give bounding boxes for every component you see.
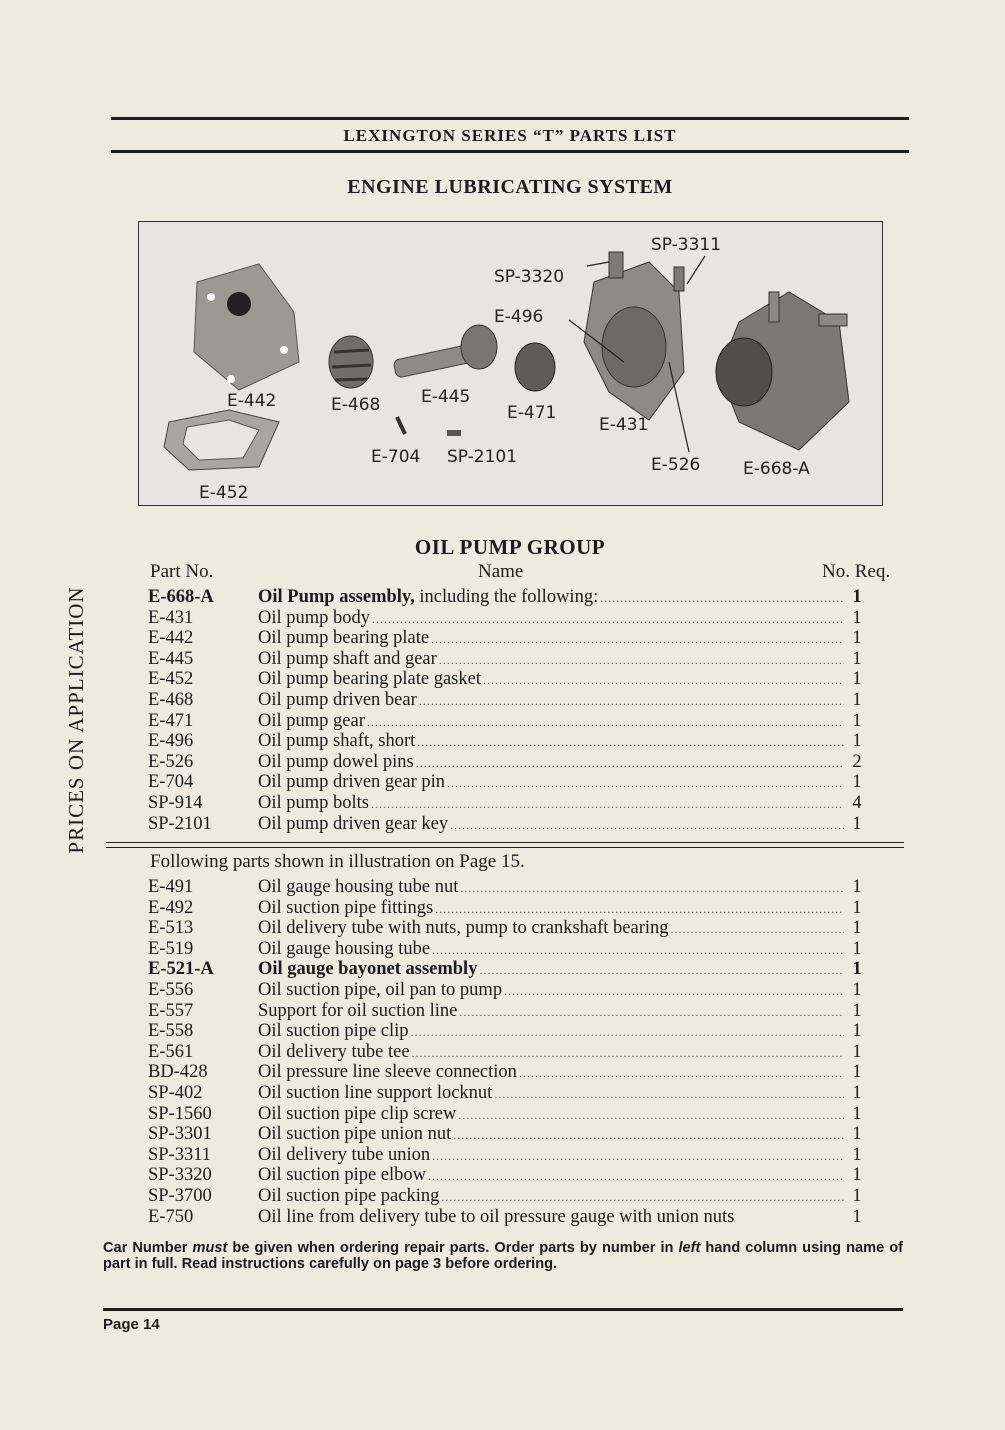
part-number: E-519: [148, 938, 194, 959]
part-name: Oil suction line support locknut .....: [258, 1083, 844, 1105]
part-number: E-431: [148, 607, 194, 628]
part-row: [148, 918, 864, 939]
quantity-required: 1: [852, 607, 862, 628]
quantity-required: 1: [852, 1000, 862, 1021]
group-title: OIL PUMP GROUP: [414, 535, 606, 559]
part-number: SP-3311: [148, 1144, 212, 1165]
page-number: Page 14: [103, 1316, 160, 1333]
quantity-required: 1: [852, 648, 862, 669]
part-row: [148, 690, 864, 711]
part-row: [148, 980, 864, 1001]
part-row: [148, 959, 864, 980]
quantity-required: 1: [852, 938, 862, 959]
part-name: Oil delivery tube union .....: [258, 1145, 844, 1167]
parts-illustration: [138, 221, 883, 506]
running-header: LEXINGTON SERIES “T” PARTS LIST: [343, 126, 677, 145]
part-number: SP-1560: [148, 1103, 212, 1124]
part-name: Oil pump gear .....: [258, 711, 844, 733]
col-head-name: Name: [478, 561, 524, 582]
other-parts-list: [148, 877, 864, 1227]
illus-label-sp-3311: SP-3311: [651, 235, 722, 255]
part-row: [148, 608, 864, 629]
part-name: Oil gauge bayonet assembly .....: [258, 959, 844, 981]
quantity-required: 1: [852, 710, 862, 731]
illus-label-sp-3320: SP-3320: [494, 267, 565, 287]
part-number: E-558: [148, 1021, 194, 1042]
part-name: Oil pump body .....: [258, 608, 844, 630]
quantity-required: 1: [852, 1185, 862, 1206]
part-number: E-526: [148, 751, 194, 772]
quantity-required: 1: [852, 1144, 862, 1165]
part-number: SP-402: [148, 1082, 203, 1103]
part-number: E-521-A: [148, 959, 214, 980]
side-label: PRICES ON APPLICATION: [64, 586, 88, 854]
quantity-required: 1: [852, 877, 862, 897]
part-number: E-468: [148, 689, 194, 710]
part-number: E-496: [148, 731, 194, 752]
divider-2: [106, 847, 904, 848]
part-name: Support for oil suction line .....: [258, 1001, 844, 1023]
part-name: Oil delivery tube with nuts, pump to crankshaft bearing .....: [258, 918, 844, 940]
part-name: Oil suction pipe packing .....: [258, 1186, 844, 1208]
part-row: [148, 649, 864, 670]
quantity-required: 1: [852, 628, 862, 649]
quantity-required: 1: [852, 669, 862, 690]
part-row: [148, 772, 864, 793]
part-row: [148, 1207, 864, 1228]
part-row: [148, 1083, 864, 1104]
part-name: Oil Pump assembly, including the following: .....: [258, 587, 844, 609]
part-name: Oil pump bearing plate .....: [258, 628, 844, 650]
part-number: BD-428: [148, 1062, 208, 1083]
part-row: [148, 731, 864, 752]
part-number: E-491: [148, 877, 194, 897]
part-row: [148, 752, 864, 773]
divider-1: [106, 842, 904, 843]
header-rule-top: [111, 117, 909, 120]
part-row: [148, 1124, 864, 1145]
part-row: [148, 1186, 864, 1207]
part-number: E-445: [148, 648, 194, 669]
quantity-required: 1: [852, 1124, 862, 1145]
part-number: SP-3320: [148, 1165, 212, 1186]
illus-label-e-496: E-496: [494, 307, 544, 327]
part-name: Oil pump driven gear pin .....: [258, 772, 844, 794]
quantity-required: 1: [852, 1206, 862, 1227]
quantity-required: 1: [852, 979, 862, 1000]
illus-label-e-431: E-431: [599, 415, 649, 435]
part-row: [148, 898, 864, 919]
illus-label-e-704: E-704: [371, 447, 421, 467]
quantity-required: 1: [852, 587, 862, 607]
part-number: E-750: [148, 1206, 194, 1227]
part-name: Oil suction pipe, oil pan to pump .....: [258, 980, 844, 1002]
part-number: SP-3700: [148, 1185, 212, 1206]
quantity-required: 1: [852, 918, 862, 939]
quantity-required: 1: [852, 772, 862, 793]
illus-label-e-668-a: E-668-A: [743, 459, 810, 479]
part-name: Oil gauge housing tube nut .....: [258, 877, 844, 899]
illus-label-e-452: E-452: [199, 483, 249, 503]
part-name: Oil pump bolts .....: [258, 793, 844, 815]
part-number: SP-914: [148, 792, 203, 813]
part-row: [148, 587, 864, 608]
quantity-required: 1: [852, 689, 862, 710]
quantity-required: 1: [852, 959, 862, 980]
key-drawing: [447, 430, 461, 436]
quantity-required: 1: [852, 731, 862, 752]
part-name: Oil suction pipe fittings .....: [258, 898, 844, 920]
quantity-required: 1: [852, 1082, 862, 1103]
part-row: [148, 1165, 864, 1186]
part-number: E-557: [148, 1000, 194, 1021]
section-title: ENGINE LUBRICATING SYSTEM: [347, 176, 673, 198]
part-row: [148, 939, 864, 960]
quantity-required: 1: [852, 1103, 862, 1124]
part-name: Oil pump shaft, short .....: [258, 731, 844, 753]
part-row: [148, 1001, 864, 1022]
pin-drawing: [397, 417, 405, 434]
part-name: Oil pump driven gear key .....: [258, 814, 844, 836]
part-row: [148, 877, 864, 898]
part-number: E-704: [148, 772, 194, 793]
part-row: [148, 1042, 864, 1063]
part-name: Oil delivery tube tee .....: [258, 1042, 844, 1064]
quantity-required: 1: [852, 897, 862, 918]
part-name: Oil suction pipe clip .....: [258, 1021, 844, 1043]
illus-label-e-442: E-442: [227, 391, 277, 411]
part-name: Oil suction pipe elbow .....: [258, 1165, 844, 1187]
illus-label-e-471: E-471: [507, 403, 557, 423]
illus-label-e-526: E-526: [651, 455, 701, 475]
part-row: [148, 669, 864, 690]
part-name: Oil suction pipe union nut .....: [258, 1124, 844, 1146]
ordering-note: Car Number must be given when ordering repair parts. Order parts by number in left hand column using name of part in full. Read instructions carefully on page 3 before ordering.: [103, 1240, 904, 1272]
quantity-required: 1: [852, 813, 862, 834]
part-number: E-513: [148, 918, 194, 939]
part-name: Oil pressure line sleeve connection .....: [258, 1062, 844, 1084]
part-name: Oil pump dowel pins .....: [258, 752, 844, 774]
col-head-part-no: Part No.: [150, 561, 214, 582]
col-head-qty: No. Req.: [822, 561, 891, 582]
quantity-required: 2: [852, 751, 862, 772]
part-name: Oil pump driven bear .....: [258, 690, 844, 712]
part-number: E-492: [148, 897, 194, 918]
quantity-required: 4: [852, 792, 862, 813]
following-note: Following parts shown in illustration on Page 15.: [150, 851, 525, 872]
illus-label-sp-2101: SP-2101: [447, 447, 518, 467]
part-name: Oil line from delivery tube to oil pressure gauge with union nuts: [258, 1206, 735, 1227]
part-row: [148, 814, 864, 835]
header-rule-bottom: [111, 150, 909, 153]
part-row: [148, 1145, 864, 1166]
quantity-required: 1: [852, 1165, 862, 1186]
oil-pump-parts-list: [148, 587, 864, 834]
part-row: [148, 1104, 864, 1125]
part-number: SP-2101: [148, 813, 212, 834]
part-name: Oil gauge housing tube .....: [258, 939, 844, 961]
illus-label-e-468: E-468: [331, 395, 381, 415]
pump-gear-drawing: [515, 343, 555, 391]
part-name: Oil pump shaft and gear .....: [258, 649, 844, 671]
part-number: SP-3301: [148, 1124, 212, 1145]
part-name: Oil suction pipe clip screw .....: [258, 1104, 844, 1126]
part-name: Oil pump bearing plate gasket .....: [258, 669, 844, 691]
quantity-required: 1: [852, 1041, 862, 1062]
footer-rule: [103, 1308, 903, 1311]
part-number: E-471: [148, 710, 194, 731]
part-row: [148, 793, 864, 814]
part-number: E-668-A: [148, 587, 214, 607]
part-row: [148, 628, 864, 649]
quantity-required: 1: [852, 1062, 862, 1083]
part-number: E-452: [148, 669, 194, 690]
part-row: [148, 711, 864, 732]
quantity-required: 1: [852, 1021, 862, 1042]
part-row: [148, 1062, 864, 1083]
part-row: [148, 1021, 864, 1042]
part-number: E-556: [148, 979, 194, 1000]
illus-label-e-445: E-445: [421, 387, 471, 407]
bearing-plate-drawing: [194, 264, 299, 390]
part-number: E-561: [148, 1041, 194, 1062]
part-number: E-442: [148, 628, 194, 649]
